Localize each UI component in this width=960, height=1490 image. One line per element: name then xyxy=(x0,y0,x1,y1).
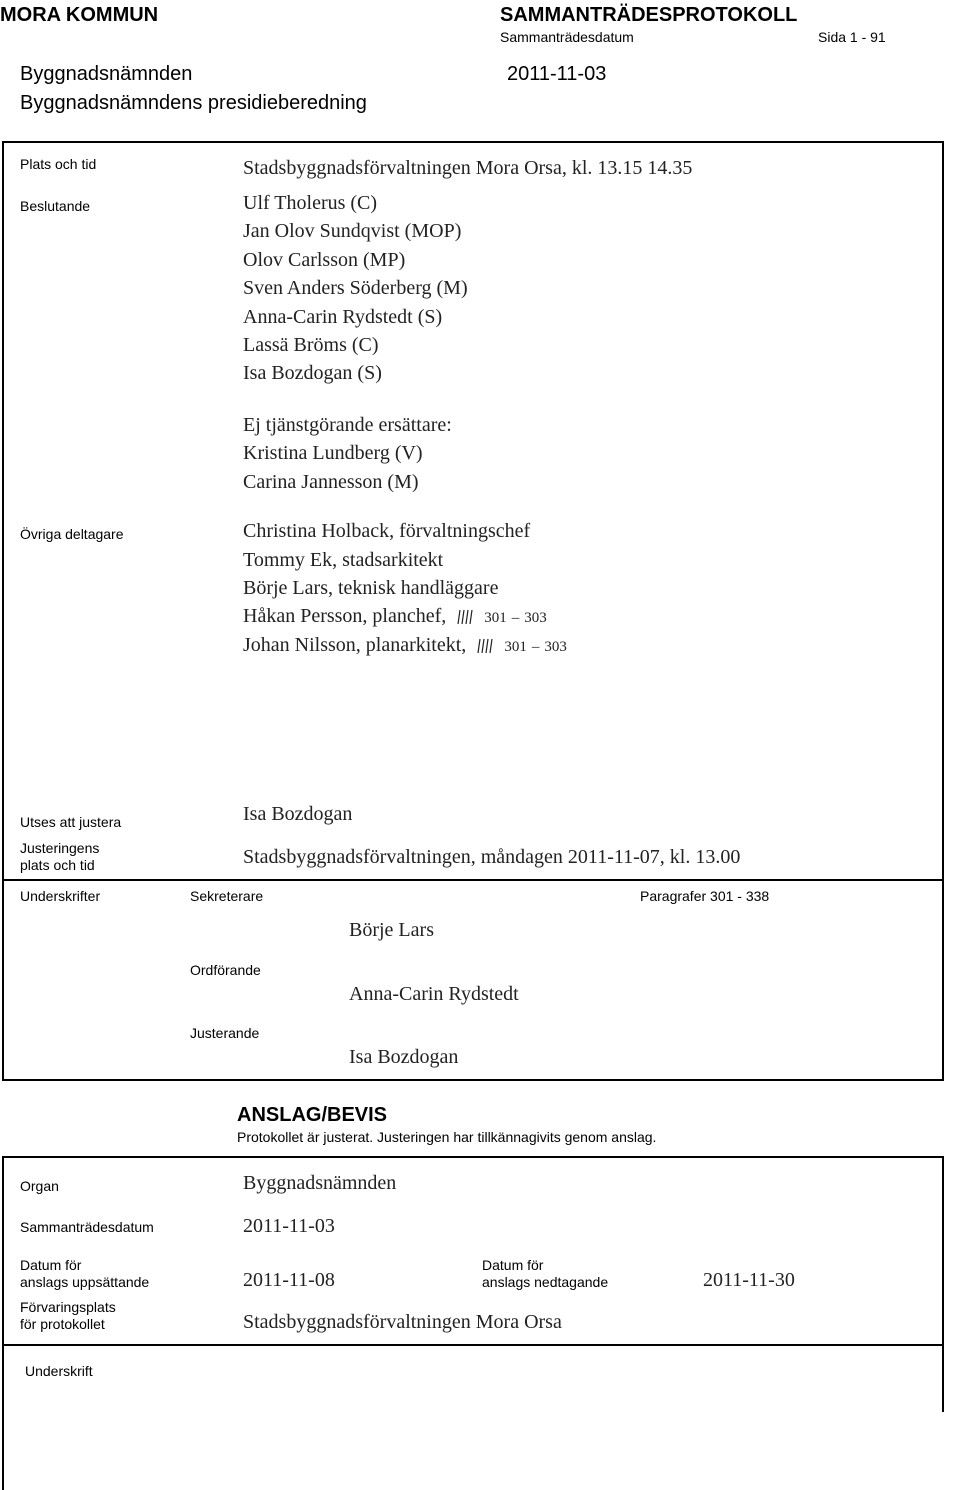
substitute-item: Kristina Lundberg (V) xyxy=(243,442,423,464)
paragraph-start: 301 xyxy=(504,639,527,655)
signatures-frame-right xyxy=(942,879,944,1079)
signature-box-right xyxy=(942,1344,944,1412)
participant-name: Johan Nilsson, planarkitekt, xyxy=(243,634,467,656)
header-rule xyxy=(2,141,944,143)
member-item: Lassä Bröms (C) xyxy=(243,334,379,356)
notice-subtitle: Protokollet är justerat. Justeringen har tillkännagivits genom anslag. xyxy=(237,1129,657,1145)
signature-label: Underskrift xyxy=(25,1363,93,1379)
date-label: Sammanträdesdatum xyxy=(500,29,634,45)
other-participant: Börje Lars, teknisk handläggare xyxy=(243,577,499,599)
participant-name: Håkan Persson, planchef, xyxy=(243,605,447,627)
other-participant: Johan Nilsson, planarkitekt, 301 – 303 xyxy=(243,634,567,656)
signature-box-rule xyxy=(2,1344,944,1346)
adjuster-value: Isa Bozdogan xyxy=(243,803,353,825)
notice-frame-left xyxy=(2,1156,4,1490)
notice-date-label: Sammanträdesdatum xyxy=(20,1219,154,1235)
document-type: SAMMANTRÄDESPROTOKOLL xyxy=(500,4,798,26)
organ-value: Byggnadsnämnden xyxy=(243,1172,397,1194)
signatures-label: Underskrifter xyxy=(20,888,101,904)
committee-name: Byggnadsnämnden xyxy=(20,63,193,85)
signatures-rule xyxy=(2,879,944,881)
adjuster-label: Utses att justera xyxy=(20,814,122,830)
member-item: Anna-Carin Rydstedt (S) xyxy=(243,306,443,328)
place-label: Plats och tid xyxy=(20,156,97,172)
removed-label-2: anslags nedtagande xyxy=(482,1274,609,1290)
paragraphs-range: Paragrafer 301 - 338 xyxy=(640,888,770,904)
signature-adjuster-name: Isa Bozdogan xyxy=(349,1046,459,1068)
org-name: MORA KOMMUN xyxy=(0,4,159,26)
others-label: Övriga deltagare xyxy=(20,526,124,542)
secretary-label: Sekreterare xyxy=(190,888,264,904)
storage-label-1: Förvaringsplats xyxy=(20,1299,116,1315)
organ-label: Organ xyxy=(20,1178,59,1194)
frame-left xyxy=(2,141,4,881)
other-participant: Christina Holback, förvaltningschef xyxy=(243,520,531,542)
paragraph-end: 303 xyxy=(524,610,547,626)
frame-right xyxy=(942,141,944,881)
removed-value: 2011-11-30 xyxy=(703,1269,795,1291)
chair-name: Anna-Carin Rydstedt xyxy=(349,983,519,1005)
posted-label-2: anslags uppsättande xyxy=(20,1274,150,1290)
storage-value: Stadsbyggnadsförvaltningen Mora Orsa xyxy=(243,1311,562,1333)
storage-label-2: för protokollet xyxy=(20,1316,105,1332)
paragraph-start: 301 xyxy=(484,610,507,626)
notice-date-value: 2011-11-03 xyxy=(243,1215,335,1237)
member-item: Jan Olov Sundqvist (MOP) xyxy=(243,220,462,242)
other-participant: Tommy Ek, stadsarkitekt xyxy=(243,549,444,571)
secretary-name: Börje Lars xyxy=(349,919,434,941)
decision-label: Beslutande xyxy=(20,198,91,214)
meeting-date: 2011-11-03 xyxy=(507,63,607,85)
adjust-place-label-1: Justeringens xyxy=(20,840,100,856)
member-item: Olov Carlsson (MP) xyxy=(243,249,406,271)
notice-title: ANSLAG/BEVIS xyxy=(237,1104,388,1126)
other-participant: Håkan Persson, planchef, 301 – 303 xyxy=(243,605,547,627)
member-item: Isa Bozdogan (S) xyxy=(243,362,382,384)
adjust-place-label-2: plats och tid xyxy=(20,857,95,873)
signature-adjuster-label: Justerande xyxy=(190,1025,260,1041)
posted-label-1: Datum för xyxy=(20,1257,82,1273)
posted-value: 2011-11-08 xyxy=(243,1269,335,1291)
substitute-item: Carina Jannesson (M) xyxy=(243,471,419,493)
paragraph-icon xyxy=(475,637,495,655)
chair-label: Ordförande xyxy=(190,962,261,978)
adjust-place-value: Stadsbyggnadsförvaltningen, måndagen 2011-11-07, kl. 13.00 xyxy=(243,846,741,868)
signatures-bottom-rule xyxy=(2,1079,944,1081)
paragraph-icon xyxy=(455,608,475,626)
member-item: Sven Anders Söderberg (M) xyxy=(243,277,468,299)
paragraph-end: 303 xyxy=(544,639,567,655)
notice-rule xyxy=(2,1156,944,1158)
place-value: Stadsbyggnadsförvaltningen Mora Orsa, kl. 13.15 14.35 xyxy=(243,157,693,179)
member-item: Ulf Tholerus (C) xyxy=(243,192,378,214)
removed-label-1: Datum för xyxy=(482,1257,544,1273)
substitutes-heading: Ej tjänstgörande ersättare: xyxy=(243,414,452,436)
page-number: Sida 1 - 91 xyxy=(818,29,886,45)
signatures-frame-left xyxy=(2,879,4,1079)
subcommittee-name: Byggnadsnämndens presidieberedning xyxy=(20,92,367,114)
